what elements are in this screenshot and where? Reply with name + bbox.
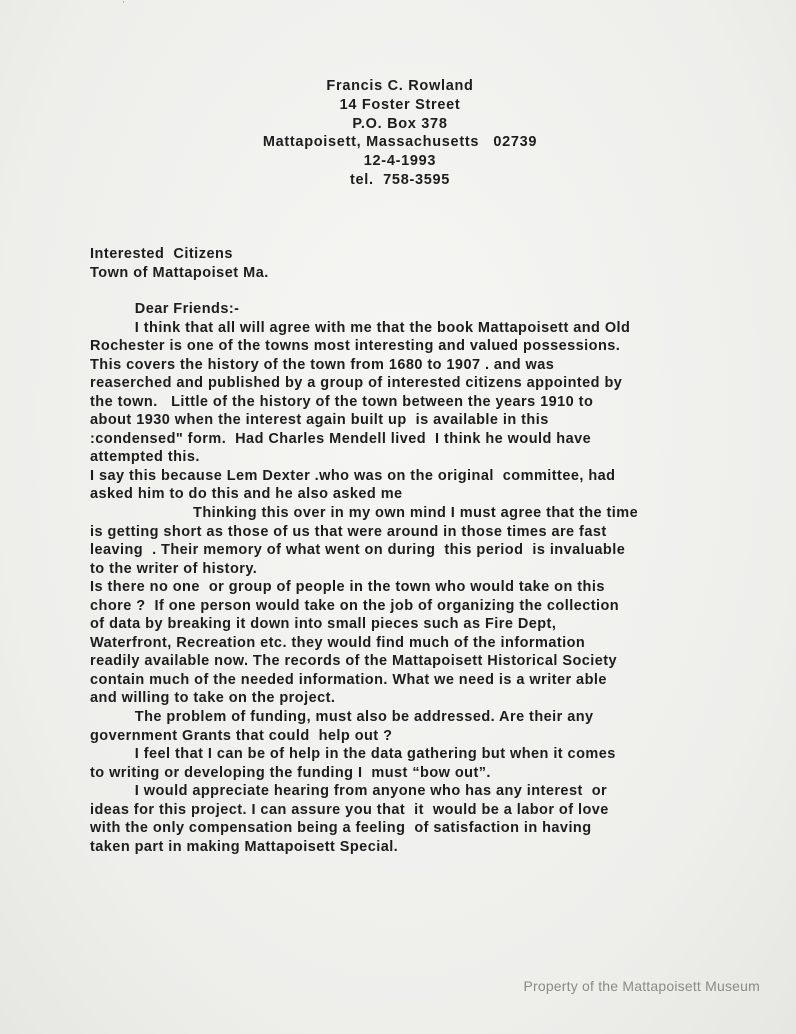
sender-phone: tel. 758-3595 [349,171,451,188]
body-line: attempted this. [90,449,200,466]
letter-date: 12-4-1993 [363,153,437,170]
body-line: and willing to take on the project. [90,690,336,707]
body-line: Waterfront, Recreation etc. they would find much of the information [90,634,586,651]
sender-city: Mattapoisett, Massachusetts 02739 [262,134,538,151]
body-line: Dear Friends:- [90,301,240,317]
body-line: with the only compensation being a feeling of satisfaction in having [90,820,592,837]
letter-body [90,300,730,856]
body-line: contain much of the needed information. What we need is a writer able [90,671,607,688]
body-line: Thinking this over in my own mind I must agree that the time [90,505,639,522]
body-line: I feel that I can be of help in the data gathering but when it comes [90,746,616,763]
body-line: ideas for this project. I can assure you that it would be a labor of love [90,801,609,818]
addressee-line: Interested Citizens [90,246,233,262]
body-line: taken part in making Mattapoisett Special. [90,838,399,855]
body-line: about 1930 when the interest again built up is available in this [90,412,549,429]
corner-mark: ' [123,0,125,9]
museum-watermark: Property of the Mattapoisett Museum [523,978,760,994]
body-line: :condensed" form. Had Charles Mendell lived I think he would have [90,430,592,447]
body-line: the town. Little of the history of the town between the years 1910 to [90,393,594,410]
body-line: The problem of funding, must also be addressed. Are their any [90,709,594,726]
body-line: government Grants that could help out ? [90,727,393,744]
body-line: Is there no one or group of people in the town who would take on this [90,579,605,596]
addressee-block [90,245,269,283]
body-line: I think that all will agree with me that the book Mattapoisett and Old [90,319,631,336]
body-line: I would appreciate hearing from anyone who has any interest or [90,783,608,800]
sender-name: Francis C. Rowland [326,78,474,94]
sender-street: 14 Foster Street [339,96,461,113]
body-line: to writing or developing the funding I must “bow out”. [90,764,491,781]
body-line: reaserched and published by a group of interested citizens appointed by [90,375,623,392]
body-line: I say this because Lem Dexter .who was on the original committee, had [90,467,616,484]
addressee-line: Town of Mattapoiset Ma. [90,264,269,281]
body-line: leaving . Their memory of what went on during this period is invaluable [90,542,626,559]
body-line: chore ? If one person would take on the job of organizing the collection [90,597,620,614]
body-line: to the writer of history. [90,560,258,577]
body-line: asked him to do this and he also asked me [90,486,403,503]
letterhead [200,77,600,190]
body-line: Rochester is one of the towns most interesting and valued possessions. [90,338,621,355]
body-line: This covers the history of the town from 1680 to 1907 . and was [90,356,555,373]
body-line: is getting short as those of us that were around in those times are fast [90,523,607,540]
body-line: of data by breaking it down into small pieces such as Fire Dept, [90,616,557,633]
body-line: readily available now. The records of the Mattapoisett Historical Society [90,653,618,670]
sender-po-box: P.O. Box 378 [352,115,448,132]
